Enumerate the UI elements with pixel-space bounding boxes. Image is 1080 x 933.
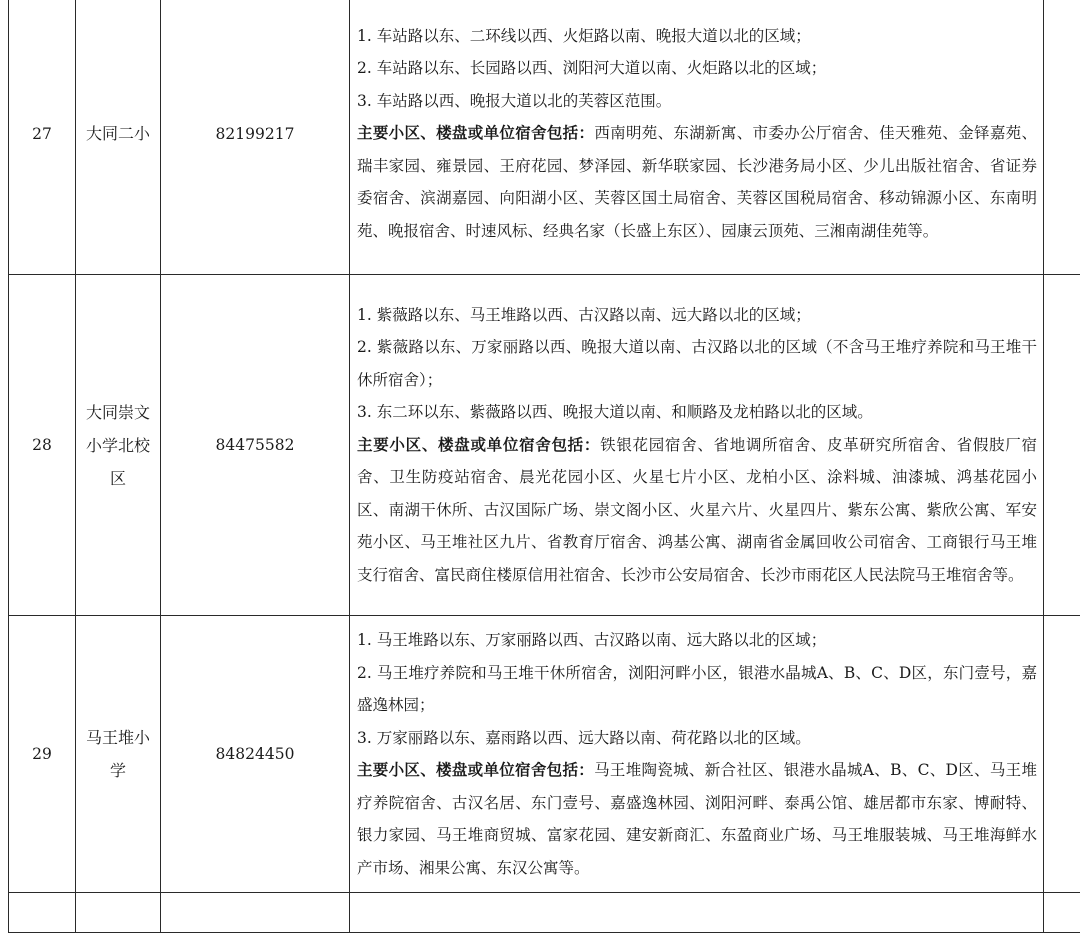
- main-communities-text: 马王堆陶瓷城、新合社区、银港水晶城A、B、C、D区、马王堆疗养院宿舍、古汉名居、东门壹号、嘉盛逸林园、浏阳河畔、泰禹公馆、雄居都市东家、博耐特、银力家园、马王堆商贸城、富家花园、建安新商汇、东盈商业广场、马王堆服装城、马王堆海鲜水产市场、湘果公寓、东汉公寓等。: [357, 761, 1037, 877]
- main-communities-text: 西南明苑、东湖新寓、市委办公厅宿舍、佳天雅苑、金铎嘉苑、瑞丰家园、雍景园、王府花园、梦泽园、新华联家园、长沙港务局小区、少儿出版社宿舍、省证券委宿舍、滨湖嘉园、向阳湖小区、芙蓉区国土局宿舍、芙蓉区国税局宿舍、移动锦源小区、东南明苑、晚报宿舍、时速风标、经典名家（长盛上东区）、园康云顶苑、三湘南湖佳苑等。: [357, 124, 1037, 240]
- zone-line: 1. 车站路以东、二环线以西、火炬路以南、晚报大道以北的区域；: [357, 20, 1037, 53]
- school-name: 大同二小: [76, 0, 161, 275]
- main-communities: [357, 754, 1037, 884]
- school-name: 大同崇文小学北校区: [76, 275, 161, 616]
- zone-description: [350, 0, 1044, 275]
- empty-cell: [161, 893, 350, 933]
- main-communities-label: 主要小区、楼盘或单位宿舍包括：: [357, 760, 594, 779]
- zone-line: 2. 紫薇路以东、万家丽路以西、晚报大道以南、古汉路以北的区域（不含马王堆疗养院和马王堆干休所宿舍）；: [357, 331, 1037, 396]
- empty-cell: [1044, 616, 1080, 893]
- school-name: 马王堆小学: [76, 616, 161, 893]
- table-row: [9, 616, 1080, 893]
- phone-number: 84475582: [161, 275, 350, 616]
- zone-description: [350, 275, 1044, 616]
- zone-description: [350, 616, 1044, 893]
- table-row: [9, 0, 1080, 275]
- phone-number: 84824450: [161, 616, 350, 893]
- zone-line: 3. 车站路以西、晚报大道以北的芙蓉区范围。: [357, 85, 1037, 118]
- row-number: 28: [9, 275, 76, 616]
- enrollment-table: [8, 0, 1080, 933]
- zone-line: 1. 紫薇路以东、马王堆路以西、古汉路以南、远大路以北的区域；: [357, 299, 1037, 332]
- empty-cell: [350, 893, 1044, 933]
- zone-line: 3. 万家丽路以东、嘉雨路以西、远大路以南、荷花路以北的区域。: [357, 722, 1037, 755]
- zone-line: 3. 东二环以东、紫薇路以西、晚报大道以南、和顺路及龙柏路以北的区域。: [357, 396, 1037, 429]
- empty-cell: [76, 893, 161, 933]
- main-communities: [357, 117, 1037, 247]
- main-communities: [357, 429, 1037, 592]
- empty-cell: [1044, 0, 1080, 275]
- table-row: [9, 893, 1080, 933]
- row-number: 27: [9, 0, 76, 275]
- zone-line: 1. 马王堆路以东、万家丽路以西、古汉路以南、远大路以北的区域；: [357, 624, 1037, 657]
- table-row: [9, 275, 1080, 616]
- main-communities-text: 铁银花园宿舍、省地调所宿舍、皮革研究所宿舍、省假肢厂宿舍、卫生防疫站宿舍、晨光花园小区、火星七片小区、龙柏小区、涂料城、油漆城、鸿基花园小区、南湖干休所、古汉国际广场、崇文阁小区、火星六片、火星四片、紫东公寓、紫欣公寓、军安苑小区、马王堆社区九片、省教育厅宿舍、鸿基公寓、湖南省金属回收公司宿舍、工商银行马王堆支行宿舍、富民商住楼原信用社宿舍、长沙市公安局宿舍、长沙市雨花区人民法院马王堆宿舍等。: [357, 436, 1037, 584]
- row-number: 29: [9, 616, 76, 893]
- zone-line: 2. 马王堆疗养院和马王堆干休所宿舍，浏阳河畔小区，银港水晶城A、B、C、D区，东门壹号，嘉盛逸林园；: [357, 657, 1037, 722]
- main-communities-label: 主要小区、楼盘或单位宿舍包括：: [357, 435, 600, 454]
- zone-line: 2. 车站路以东、长园路以西、浏阳河大道以南、火炬路以北的区域；: [357, 52, 1037, 85]
- empty-cell: [9, 893, 76, 933]
- main-communities-label: 主要小区、楼盘或单位宿舍包括：: [357, 123, 594, 142]
- empty-cell: [1044, 275, 1080, 616]
- phone-number: 82199217: [161, 0, 350, 275]
- empty-cell: [1044, 893, 1080, 933]
